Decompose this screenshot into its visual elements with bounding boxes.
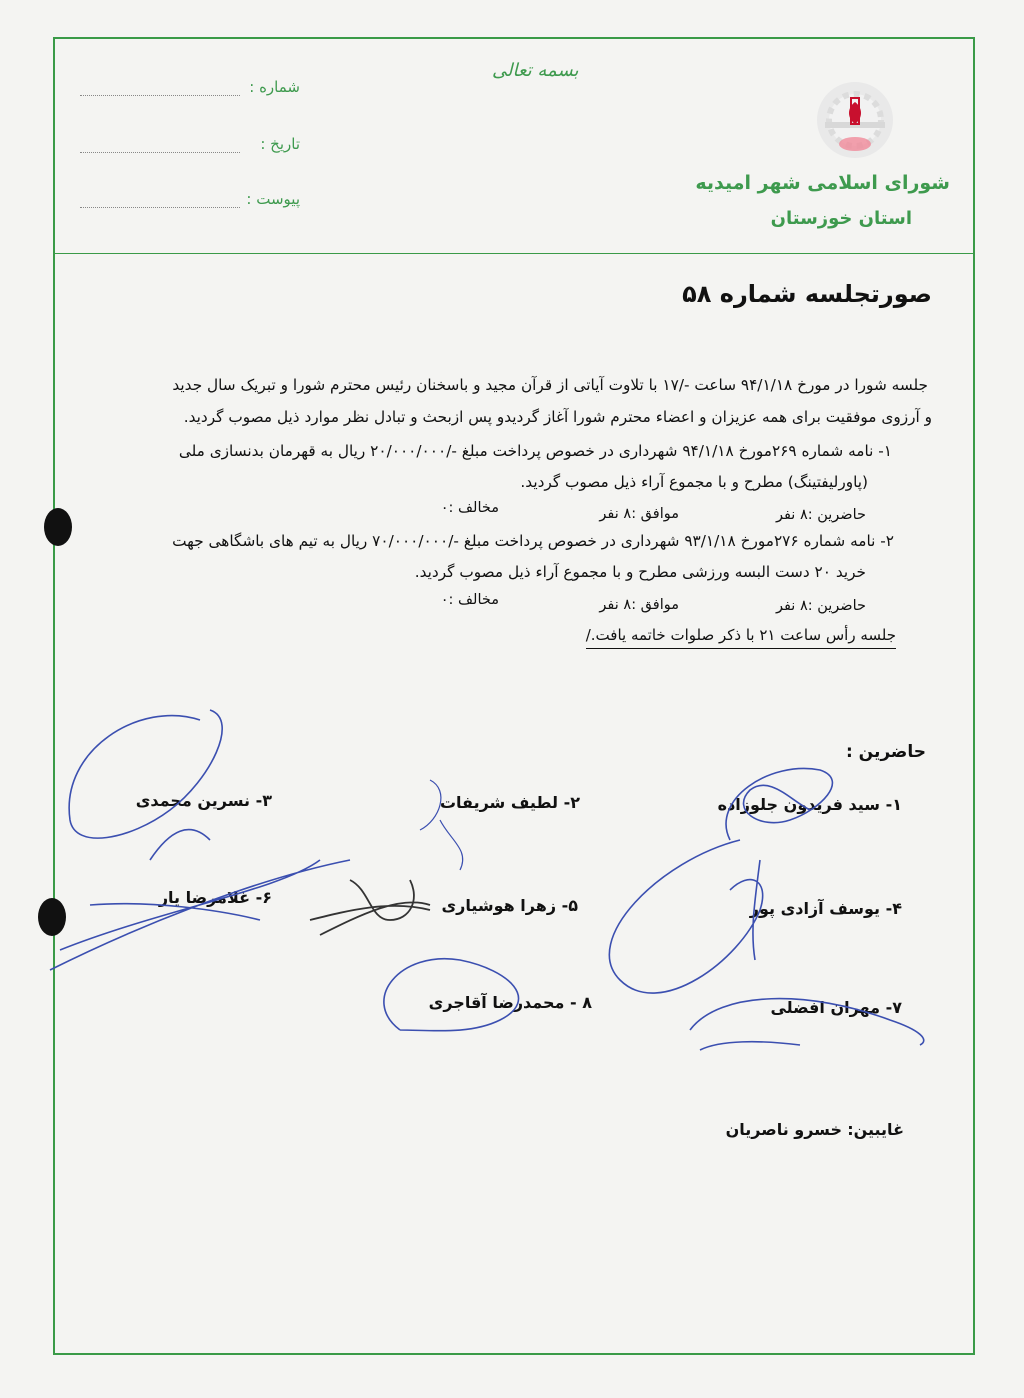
attachment-label: پیوست :	[246, 190, 300, 208]
date-field	[80, 135, 300, 159]
item-1-oppose: مخالف :۰	[440, 500, 499, 516]
member-2: ۲- لطیف شریفات	[439, 793, 580, 812]
member-5: ۵- زهرا هوشیاری	[441, 896, 578, 915]
date-label: تاریخ :	[260, 135, 300, 153]
punch-hole	[38, 898, 66, 936]
absent-label: غایبین:	[847, 1120, 904, 1139]
item-2-agree: موافق :۸ نفر	[599, 597, 679, 613]
bismillah: بسمه تعالی	[492, 60, 579, 81]
attachment-field	[80, 190, 300, 214]
item-2-present: حاضرین :۸ نفر	[775, 598, 866, 614]
item-1-line-2: (پاورلیفتینگ) مطرح و با مجموع آراء ذیل مصوب گردید.	[520, 473, 868, 491]
item-1-agree: موافق :۸ نفر	[599, 506, 679, 522]
member-6: ۶- غلامرضا یار	[158, 888, 272, 907]
absent-name: خسرو ناصریان	[725, 1120, 842, 1139]
member-4: ۴- یوسف آزادی پور	[749, 899, 902, 918]
punch-hole	[44, 508, 72, 546]
member-7: ۷- مهران افضلی	[770, 998, 902, 1017]
present-label: حاضرین :	[845, 742, 926, 762]
item-2-line-1: ۲- نامه شماره ۲۷۶مورخ ۹۳/۱/۱۸ شهرداری در خصوص پرداخت مبلغ -/۷۰/۰۰۰/۰۰۰ ریال به تیم های باشگاهی جهت	[172, 532, 894, 550]
number-field	[80, 78, 300, 102]
council-name: شورای اسلامی شهر امیدیه	[695, 172, 950, 194]
province-name: استان خوزستان	[770, 208, 912, 229]
item-2-oppose: مخالف :۰	[440, 592, 499, 608]
document-frame	[53, 37, 975, 1355]
member-1: ۱- سید فریدون جلوزاده	[717, 795, 902, 814]
header-divider	[55, 253, 973, 254]
member-3: ۳- نسرین محمدی	[135, 791, 272, 810]
intro-line-1: جلسه شورا در مورخ ۹۴/۱/۱۸ ساعت -/۱۷ با تلاوت آیاتی از قرآن مجید و باسخنان رئیس محترم شورا و تبریک سال جدید	[172, 376, 928, 394]
item-1-line-1: ۱- نامه شماره ۲۶۹مورخ ۹۴/۱/۱۸ شهرداری در خصوص پرداخت مبلغ -/۲۰/۰۰۰/۰۰۰ ریال به قهرمان بدنسازی ملی	[178, 442, 892, 460]
iran-emblem-icon	[795, 72, 915, 162]
document-title: صورتجلسه شماره ۵۸	[682, 280, 932, 308]
number-label: شماره :	[249, 78, 300, 96]
closing-line: جلسه رأس ساعت ۲۱ با ذکر صلوات خاتمه یافت./	[586, 626, 896, 649]
item-1-present: حاضرین :۸ نفر	[775, 507, 866, 523]
member-8: ۸ - محمدرضا آقاجری	[428, 993, 592, 1012]
item-2-line-2: خرید ۲۰ دست البسه ورزشی مطرح و با مجموع آراء ذیل مصوب گردید.	[414, 563, 866, 581]
intro-line-2: و آرزوی موفقیت برای همه عزیزان و اعضاء محترم شورا آغاز گردیدو پس ازبحث و تبادل نظر موارد ذیل مصوب گردید.	[183, 408, 932, 426]
